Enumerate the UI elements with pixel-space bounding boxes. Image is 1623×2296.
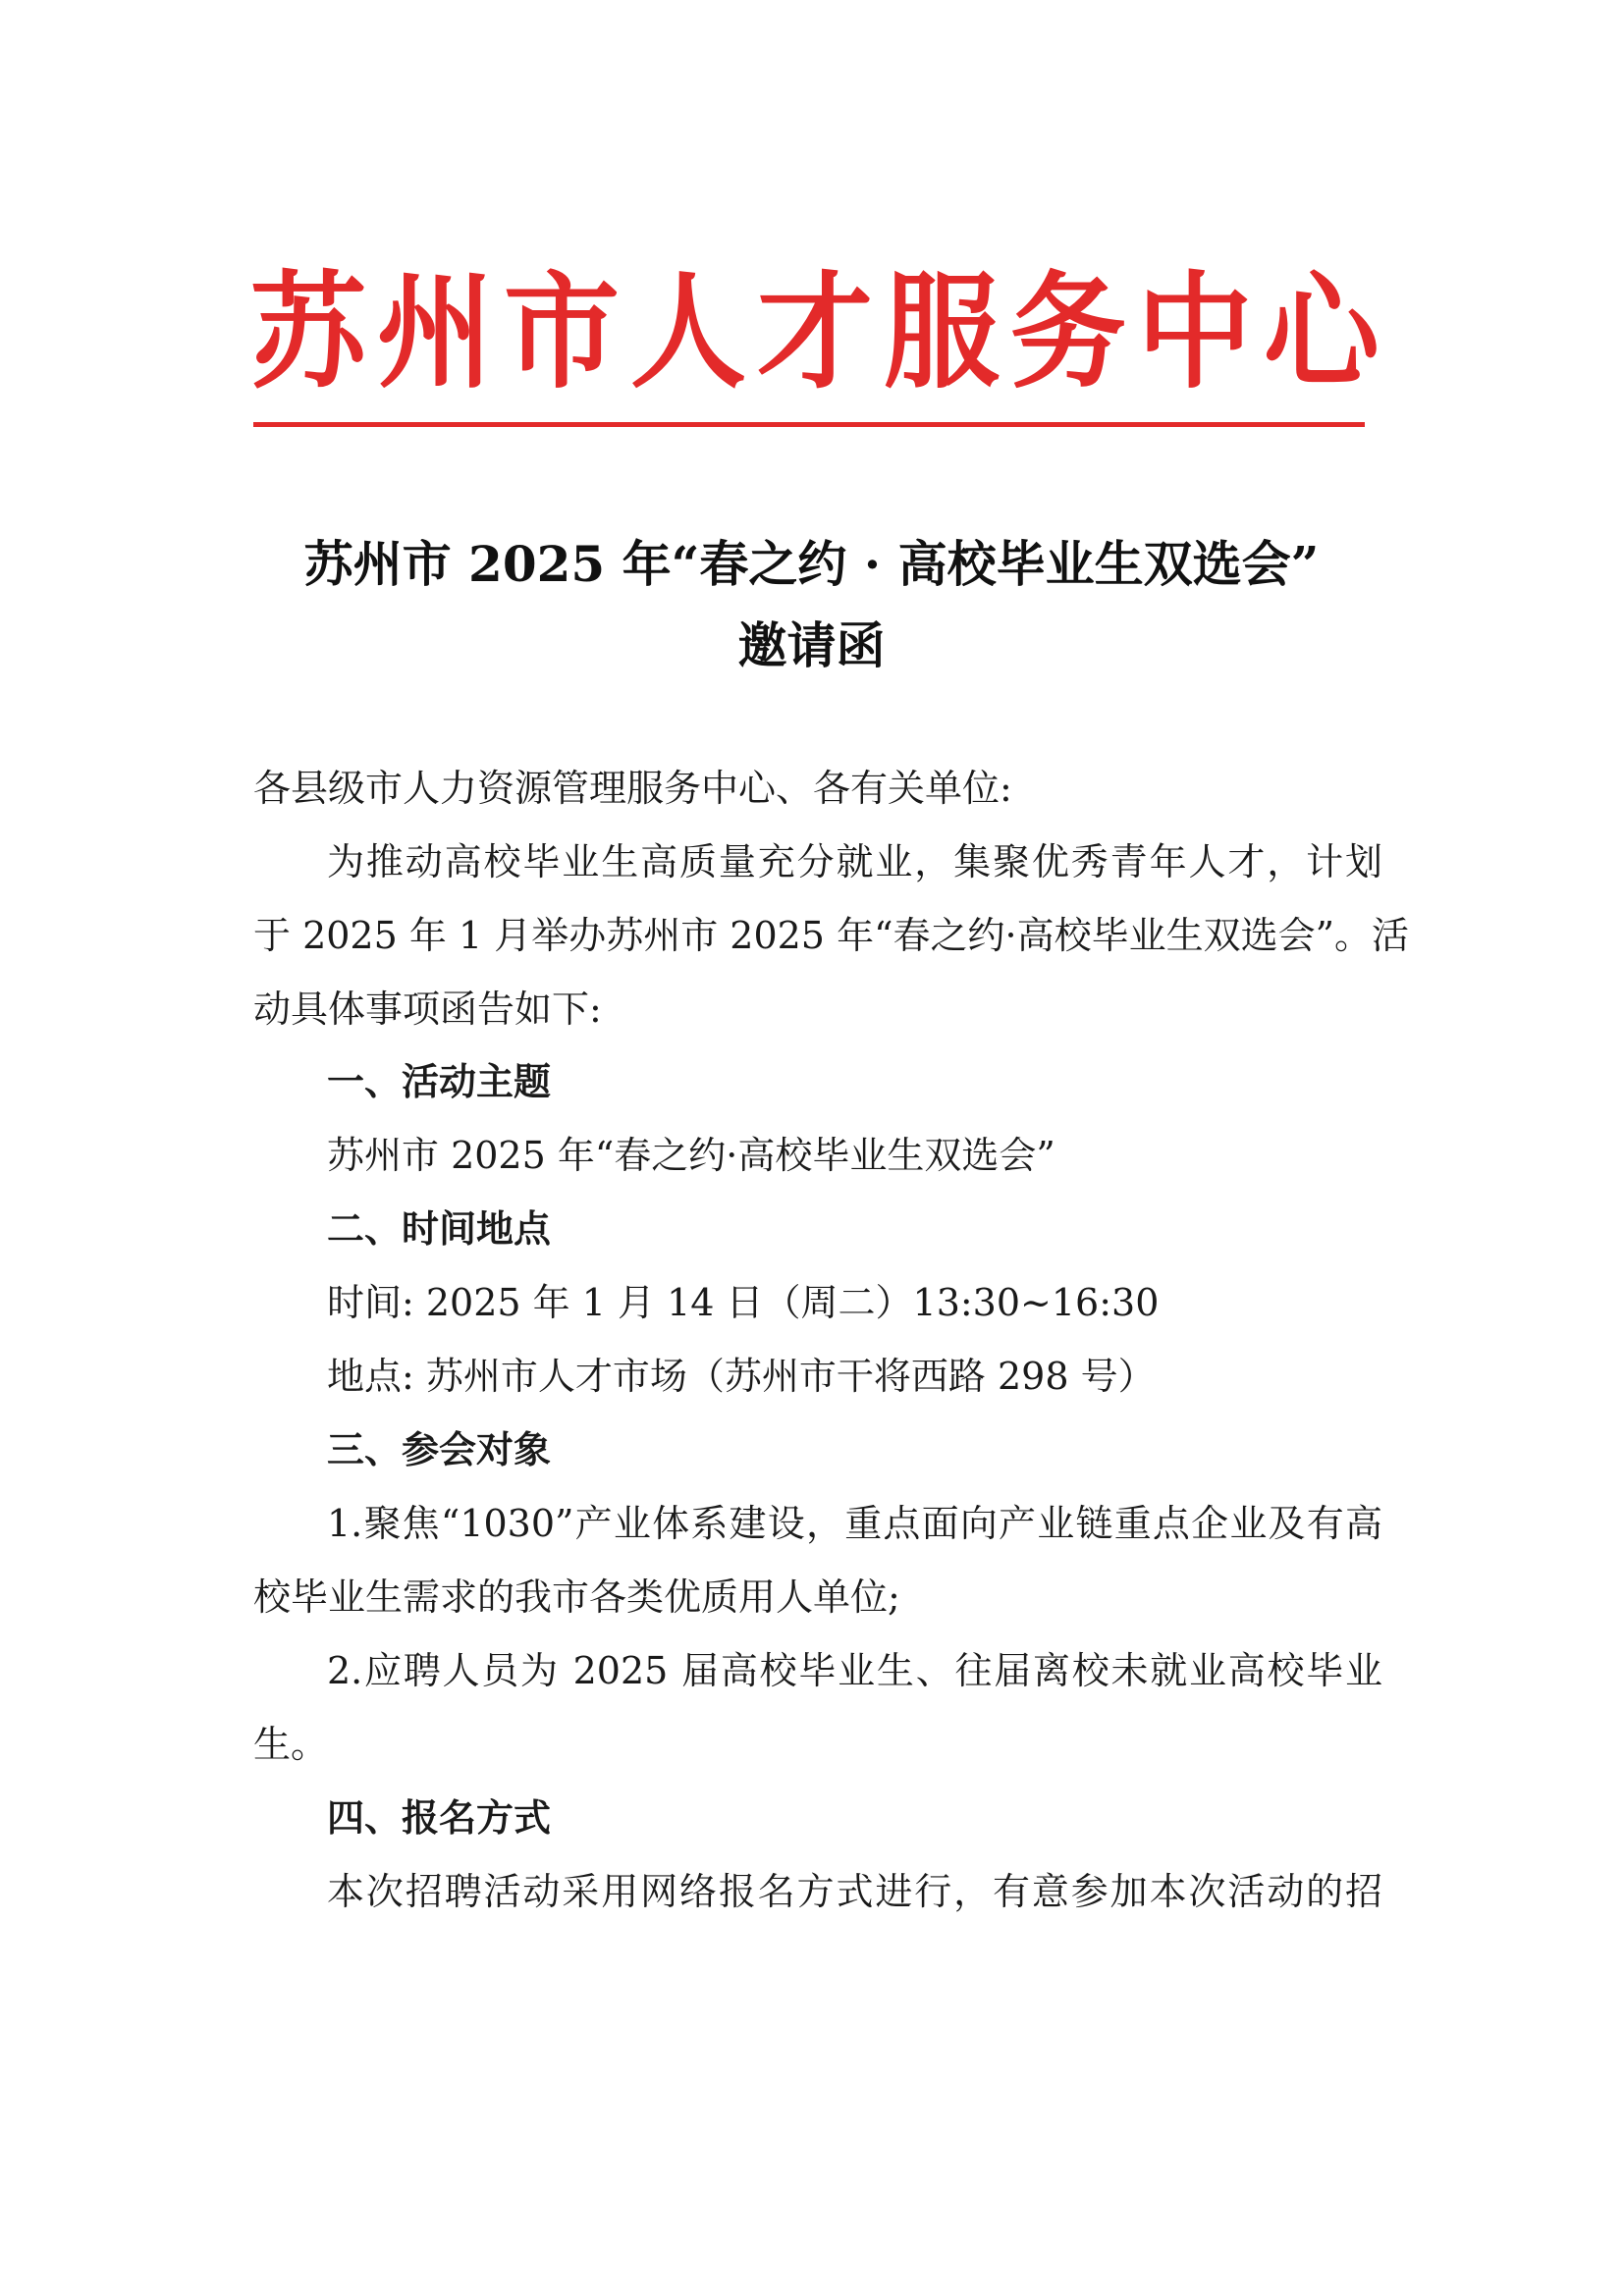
section-heading: 四、报名方式	[327, 1796, 552, 1840]
event-time: 时间: 2025 年 1 月 14 日（周二）13:30~16:30	[327, 1281, 1160, 1324]
document-title: 苏州市 2025 年“春之约 · 高校毕业生双选会”	[303, 535, 1320, 593]
masthead-char: 州	[376, 257, 493, 405]
document-subtitle: 邀请函	[737, 616, 886, 674]
masthead-char: 苏	[250, 257, 367, 405]
masthead-char: 服	[883, 257, 1000, 405]
masthead-char: 市	[503, 257, 620, 405]
event-place: 地点: 苏州市人才市场（苏州市干将西路 298 号）	[327, 1355, 1156, 1398]
section-heading: 二、时间地点	[327, 1207, 552, 1251]
masthead-char: 才	[756, 257, 873, 405]
section-text: 2.应聘人员为 2025 届高校毕业生、往届离校未就业高校毕业	[327, 1649, 1382, 1692]
masthead-char: 务	[1009, 257, 1126, 405]
masthead-char: 人	[629, 257, 746, 405]
section-text: 苏州市 2025 年“春之约·高校毕业生双选会”	[327, 1134, 1055, 1177]
intro-line: 于 2025 年 1 月举办苏州市 2025 年“春之约·高校毕业生双选会”。活	[253, 914, 1410, 957]
section-text: 1.聚焦“1030”产业体系建设，重点面向产业链重点企业及有高	[327, 1502, 1382, 1545]
section-text: 生。	[253, 1723, 329, 1766]
section-text: 本次招聘活动采用网络报名方式进行，有意参加本次活动的招	[327, 1870, 1382, 1913]
masthead	[250, 257, 1380, 405]
section-heading: 三、参会对象	[327, 1428, 552, 1471]
salutation: 各县级市人力资源管理服务中心、各有关单位:	[253, 767, 1012, 810]
section-text: 校毕业生需求的我市各类优质用人单位;	[253, 1575, 900, 1619]
masthead-char: 心	[1263, 257, 1380, 405]
intro-line: 动具体事项函告如下:	[253, 988, 602, 1031]
intro-line: 为推动高校毕业生高质量充分就业，集聚优秀青年人才，计划	[327, 840, 1382, 883]
masthead-char: 中	[1136, 257, 1253, 405]
section-heading: 一、活动主题	[327, 1060, 552, 1103]
masthead-divider	[253, 422, 1365, 427]
